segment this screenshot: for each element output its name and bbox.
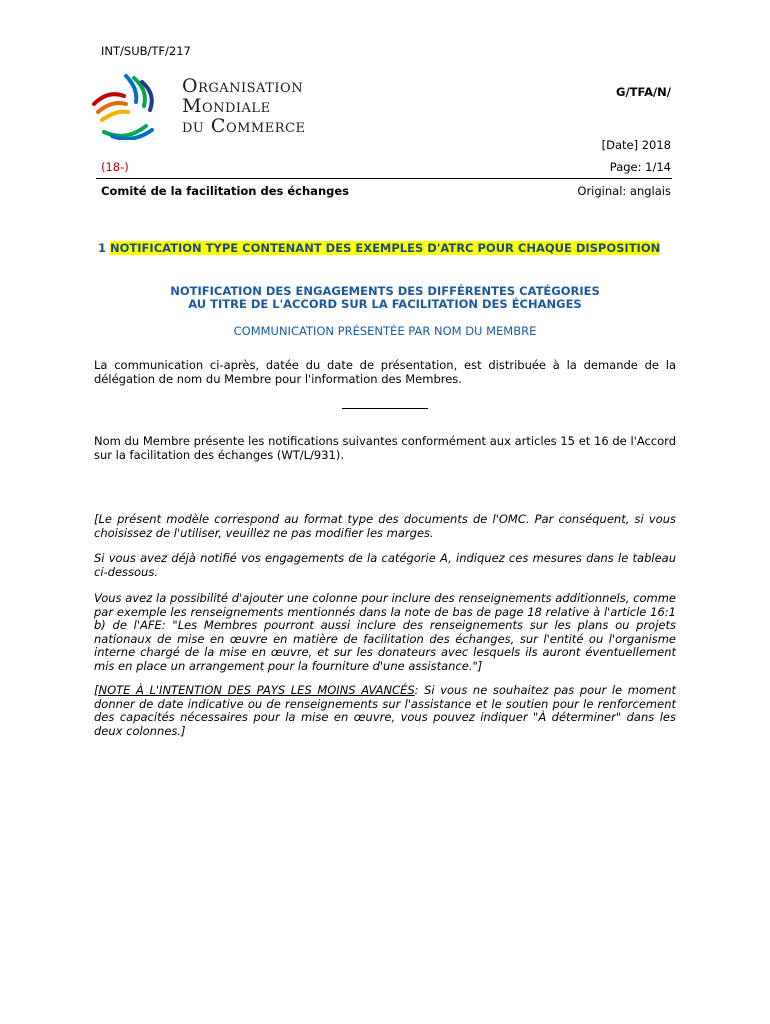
document-title-line-1: NOTIFICATION DES ENGAGEMENTS DES DIFFÉRENTES CATÉGORIES [170,284,600,298]
notification-paragraph: Nom du Membre présente les notifications suivantes conformément aux articles 15 et 16 de l'Accord sur la facilitation des échanges (WT/L/931). [94,434,676,462]
communication-line: COMMUNICATION PRÉSENTÉE PAR NOM DU MEMBRE [233,324,537,338]
ldc-note-label: [NOTE À L'INTENTION DES PAYS LES MOINS AVANCÉS [94,683,415,697]
committee-name: Comité de la facilitation des échanges [101,184,350,198]
original-language: Original: anglais [577,184,671,198]
document-date: [Date] 2018 [601,138,671,152]
instruction-note-ldc [94,684,676,738]
instruction-note-3: Vous avez la possibilité d'ajouter une colonne pour inclure des renseignements additionnels, comme par exemple les renseignements mentionnés dans la note de bas de page 18 relative à l'article 16:1 b) de l'AFE: "Les Membres pourront aussi inclure des renseignements sur les plans ou projets nationaux de mise en œuvre en matière de facilitation des échanges, sur l'entité ou l'organisme interne chargé de la mise en œuvre, et sur les donateurs avec lesquels ils auront éventuellement mis en place un arrangement pour la fourniture d'une assistance."] [94,591,676,673]
wto-logo [90,70,340,140]
logo-line-3: du Commerce [182,115,306,137]
logo-wordmark [182,76,305,136]
reference-code: INT/SUB/TF/217 [101,44,191,58]
instruction-note-2: Si vous avez déjà notifié vos engagements de la catégorie A, indiquez ces mesures dans le tableau ci-dessous. [94,551,676,579]
page-number: Page: 1/14 [609,160,671,174]
intro-paragraph: La communication ci-après, datée du date de présentation, est distribuée à la demande de la délégation de nom du Membre pour l'information des Membres. [94,358,676,386]
ldc-note-text: : Si vous ne souhaitez pas pour le moment donner de date indicative ou de renseignements sur l'assistance et le soutien pour le renforcement des capacités nécessaires pour la mise en œuvre, vous pouvez indiquer "À déterminer" dans les deux colonnes.] [94,683,677,738]
logo-line-2: Mondiale [182,95,271,117]
wto-emblem-icon [90,70,180,140]
header-divider [96,178,672,179]
instruction-note-1: [Le présent modèle correspond au format type des documents de l'OMC. Par conséquent, si vous choisissez de l'utiliser, veuillez ne pas modifier les marges. [94,512,676,540]
separator-rule [342,408,428,409]
issue-number: (18-) [101,160,129,174]
section-heading [98,241,660,255]
document-title-line-2: AU TITRE DE L'ACCORD SUR LA FACILITATION DES ÉCHANGES [188,297,582,311]
section-heading-text: NOTIFICATION TYPE CONTENANT DES EXEMPLES D'ATRC POUR CHAQUE DISPOSITION [110,241,661,255]
section-number: 1 [98,241,107,255]
document-symbol: G/TFA/N/ [616,85,671,99]
logo-line-1: Organisation [182,75,304,97]
